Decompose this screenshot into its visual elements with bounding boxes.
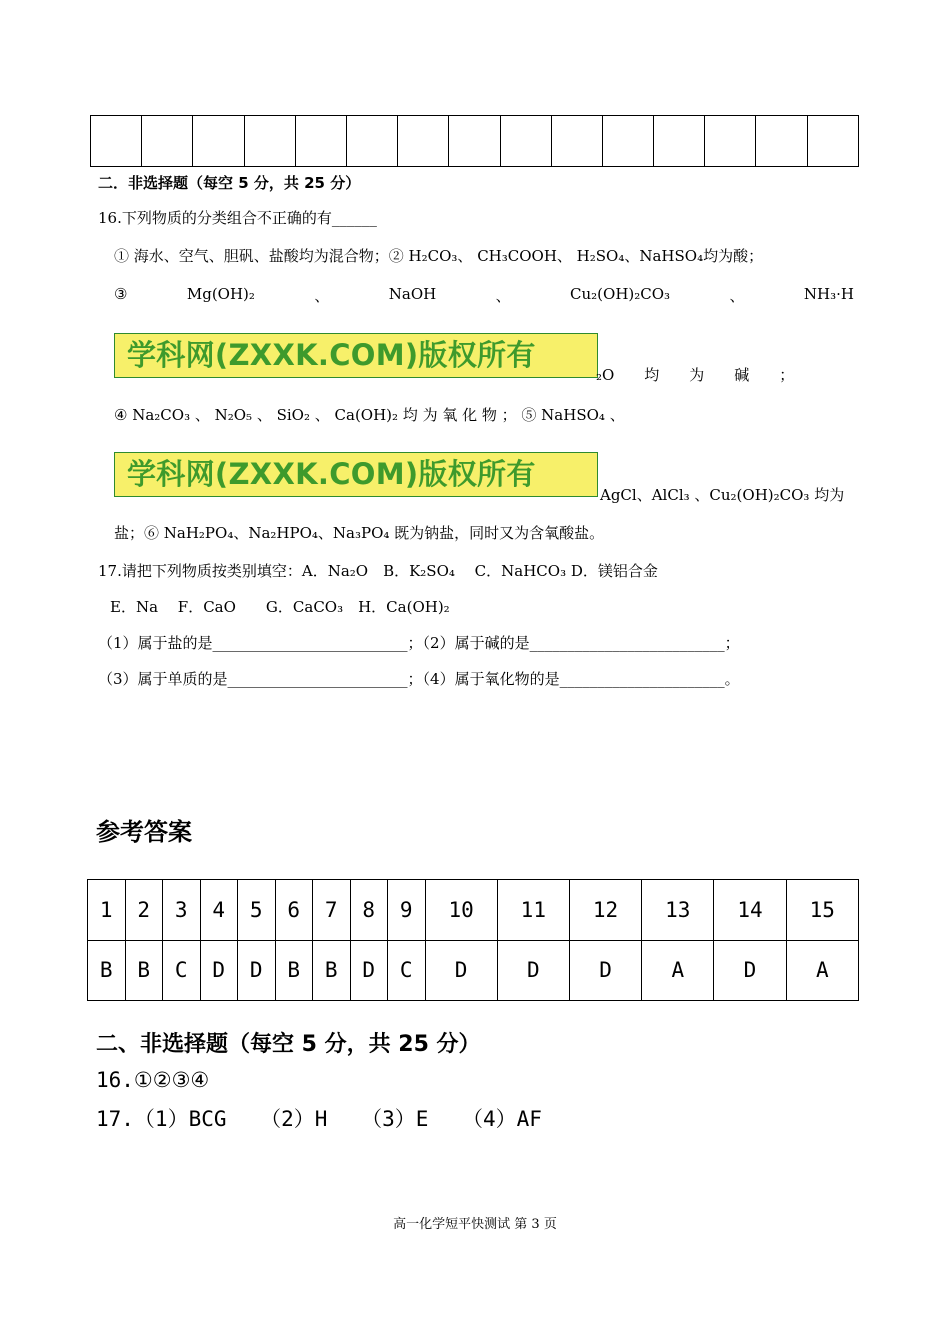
answer-number: 12 xyxy=(569,880,641,941)
grid-cell xyxy=(551,116,602,167)
answer-section2-heading: 二、非选择题（每空 5 分，共 25 分） xyxy=(96,1032,481,1057)
q16-line2 xyxy=(114,285,854,306)
answer-number: 5 xyxy=(238,880,276,941)
q17-line1: 17.请把下列物质按类别填空：A．Na₂O B．K₂SO₄ C．NaHCO₃ D．镁铝合金 xyxy=(98,562,658,580)
answer-number: 7 xyxy=(313,880,351,941)
answer-number: 4 xyxy=(200,880,238,941)
answer-letter: D xyxy=(569,940,641,1001)
grid-cell xyxy=(705,116,756,167)
answer-number: 11 xyxy=(497,880,569,941)
page-footer: 高一化学短平快测试 第 3 页 xyxy=(393,1217,557,1232)
answer-number-row xyxy=(88,880,859,941)
answer-number: 2 xyxy=(125,880,163,941)
grid-cell xyxy=(244,116,295,167)
answer-letter: B xyxy=(275,940,313,1001)
q16-line2-part: NaOH xyxy=(388,285,437,303)
answer-letter: B xyxy=(88,940,126,1001)
q17-line2: E．Na F．CaO G．CaCO₃ H．Ca(OH)₂ xyxy=(110,598,450,616)
grid-cell xyxy=(602,116,653,167)
grid-cell xyxy=(756,116,807,167)
q17-line3: （1）属于盐的是__________________________；（2）属于碱的是__________________________； xyxy=(98,634,740,652)
q16-line2-part: NH₃·H xyxy=(803,285,854,303)
q16-line2-part: ③ xyxy=(114,285,128,303)
q16-line6: 盐；⑥ NaH₂PO₄、Na₂HPO₄、Na₃PO₄ 既为钠盐，同时又为含氧酸盐。 xyxy=(114,524,605,542)
answer-letter-row xyxy=(88,940,859,1001)
grid-cell xyxy=(654,116,705,167)
top-answer-grid xyxy=(90,115,859,167)
answer-letter: B xyxy=(125,940,163,1001)
answer-letter: B xyxy=(313,940,351,1001)
q16-line2-part: 、 xyxy=(314,287,330,305)
answer-table xyxy=(87,879,859,1001)
answer-number: 3 xyxy=(163,880,201,941)
grid-cell xyxy=(142,116,193,167)
q16-line3-tail: ₂O 均 为 碱 ； xyxy=(596,366,795,384)
q17-line4: （3）属于单质的是________________________；（4）属于氧化物的是______________________。 xyxy=(98,670,740,688)
answer-letter: D xyxy=(350,940,388,1001)
answer-16: 16.①②③④ xyxy=(96,1068,210,1092)
answer-number: 8 xyxy=(350,880,388,941)
answer-letter: D xyxy=(714,940,786,1001)
answer-number: 6 xyxy=(275,880,313,941)
answer-letter: A xyxy=(642,940,714,1001)
q16-line1: ① 海水、空气、胆矾、盐酸均为混合物；② H₂CO₃、 CH₃COOH、 H₂SO₄、NaHSO₄均为酸； xyxy=(114,247,764,265)
answer-number: 1 xyxy=(88,880,126,941)
answer-title: 参考答案 xyxy=(96,818,192,846)
grid-cell xyxy=(295,116,346,167)
q16-line5-tail: AgCl、AlCl₃ 、Cu₂(OH)₂CO₃ 均为 xyxy=(600,486,845,504)
answer-letter: A xyxy=(786,940,858,1001)
grid-cell xyxy=(346,116,397,167)
grid-cell xyxy=(398,116,449,167)
answer-letter: D xyxy=(425,940,497,1001)
watermark-banner: 学科网(ZXXK.COM)版权所有 xyxy=(114,452,598,497)
answer-letter: D xyxy=(238,940,276,1001)
answer-letter: C xyxy=(388,940,426,1001)
q16-line2-part: 、 xyxy=(495,287,511,305)
answer-17: 17.（1）BCG （2）H （3）E （4）AF xyxy=(96,1107,542,1131)
answer-number: 9 xyxy=(388,880,426,941)
answer-letter: C xyxy=(163,940,201,1001)
answer-letter: D xyxy=(497,940,569,1001)
grid-cell xyxy=(91,116,142,167)
answer-letter: D xyxy=(200,940,238,1001)
grid-cell xyxy=(807,116,858,167)
q16-line2-part: Cu₂(OH)₂CO₃ xyxy=(570,285,671,303)
q16-line2-part: 、 xyxy=(729,287,745,305)
grid-cell xyxy=(193,116,244,167)
q16-line4: ④ Na₂CO₃ 、 N₂O₅ 、 SiO₂ 、 Ca(OH)₂ 均 为 氧 化 物 ； ⑤ NaHSO₄ 、 xyxy=(114,406,625,424)
grid-cell xyxy=(500,116,551,167)
q16-line2-part: Mg(OH)₂ xyxy=(186,285,255,303)
watermark-banner: 学科网(ZXXK.COM)版权所有 xyxy=(114,333,598,378)
answer-number: 10 xyxy=(425,880,497,941)
section2-heading: 二．非选择题（每空 5 分，共 25 分） xyxy=(98,174,361,192)
answer-number: 13 xyxy=(642,880,714,941)
q16-stem: 16.下列物质的分类组合不正确的有______ xyxy=(98,209,377,227)
answer-number: 15 xyxy=(786,880,858,941)
grid-cell xyxy=(449,116,500,167)
answer-number: 14 xyxy=(714,880,786,941)
